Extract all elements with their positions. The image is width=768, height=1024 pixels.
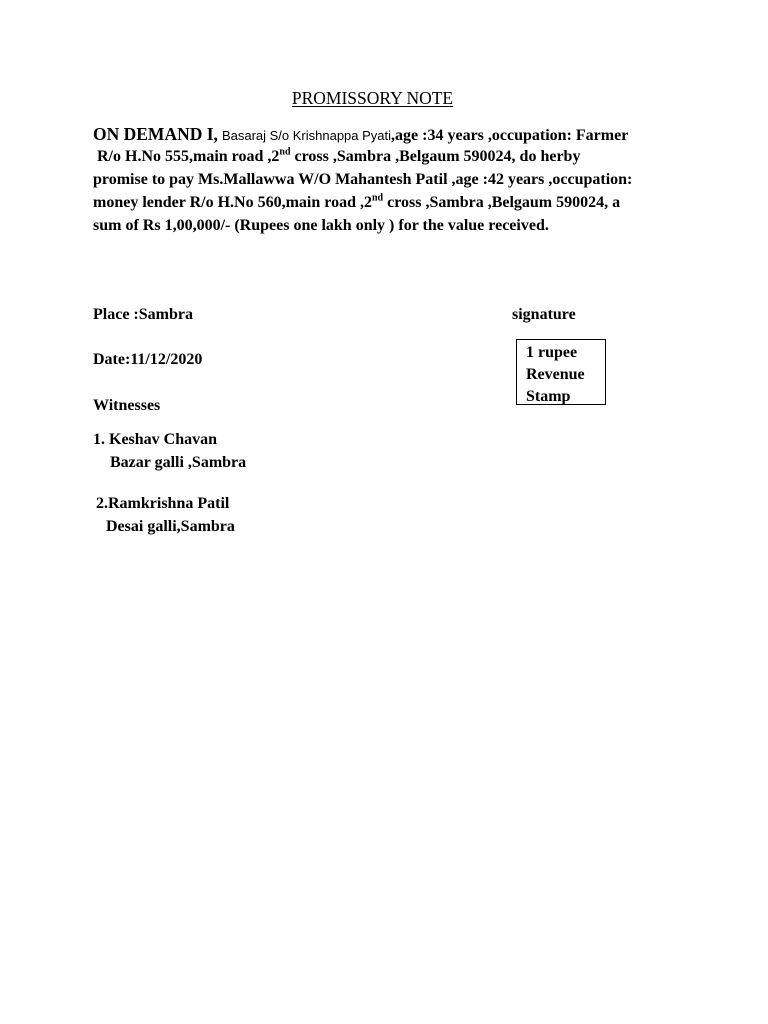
stamp-line-3: Stamp xyxy=(526,388,571,405)
debtor-details: ,age :34 years ,occupation: Farmer xyxy=(391,127,629,144)
stamp-line-1: 1 rupee xyxy=(526,344,578,361)
paragraph-line-3: promise to pay Ms.Mallawwa W/O Mahantesh Patil ,age :42 years ,occupation: xyxy=(93,171,633,188)
witnesses-heading: Witnesses xyxy=(93,397,161,414)
witness-2-name: 2.Ramkrishna Patil xyxy=(96,495,230,512)
ordinal-suffix: nd xyxy=(371,192,384,204)
signature-label: signature xyxy=(512,306,576,323)
debtor-name: Basaraj S/o Krishnappa Pyati xyxy=(221,128,392,143)
place-field: Place :Sambra xyxy=(93,306,193,323)
witness-2-address: Desai galli,Sambra xyxy=(106,518,235,535)
paragraph-line-2 xyxy=(97,148,580,166)
witness-1-address: Bazar galli ,Sambra xyxy=(110,454,247,471)
stamp-line-2: Revenue xyxy=(526,366,585,383)
revenue-stamp-box xyxy=(516,339,606,405)
lender-address-pre: money lender R/o H.No 560,main road ,2 xyxy=(93,194,372,211)
debtor-address-post: cross ,Sambra ,Belgaum 590024, do herby xyxy=(290,148,581,165)
paragraph-line-4 xyxy=(93,194,620,212)
date-field: Date:11/12/2020 xyxy=(93,351,203,368)
witness-1-name: 1. Keshav Chavan xyxy=(93,431,218,448)
debtor-address-pre: R/o H.No 555,main road ,2 xyxy=(97,148,280,165)
paragraph-line-1 xyxy=(93,124,628,145)
on-demand-lead: ON DEMAND I, xyxy=(93,124,218,144)
document-title: PROMISSORY NOTE xyxy=(291,88,454,108)
lender-address-post: cross ,Sambra ,Belgaum 590024, a xyxy=(383,194,621,211)
ordinal-suffix: nd xyxy=(279,146,291,158)
paragraph-line-5: sum of Rs 1,00,000/- (Rupees one lakh only ) for the value received. xyxy=(93,217,549,234)
